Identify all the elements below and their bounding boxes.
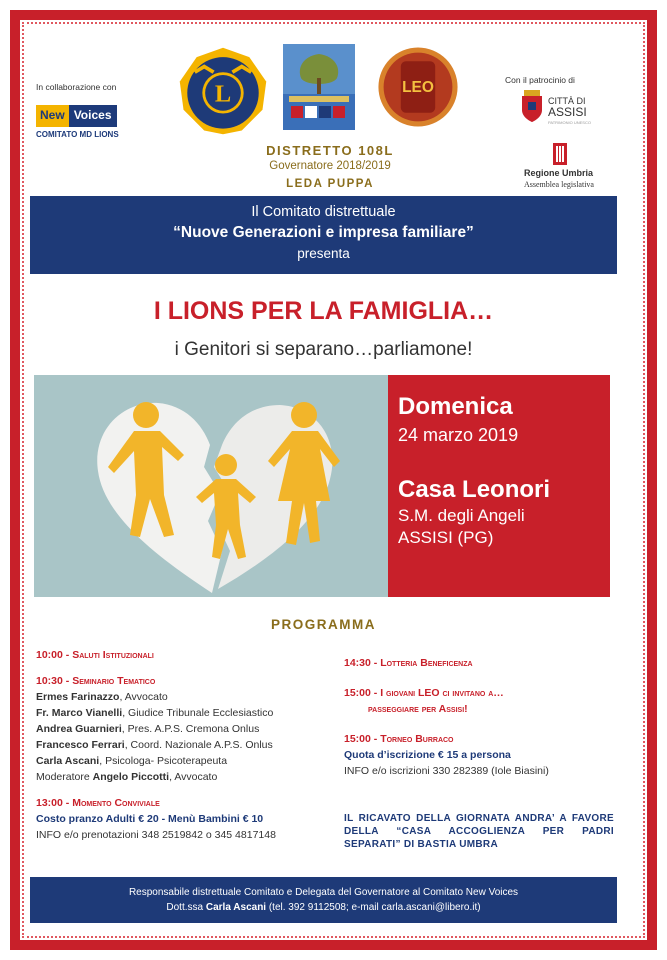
schedule-item-seminario: 10:30 - Seminario Tematico bbox=[36, 675, 156, 687]
leda-puppa-label: LEDA PUPPA bbox=[286, 178, 374, 190]
family-heart-photo bbox=[34, 375, 388, 597]
speaker-role: , Pres. A.P.S. Cremona Onlus bbox=[121, 723, 260, 735]
s2-label: Seminario Tematico bbox=[72, 675, 156, 687]
quota-iscrizione: Quota d’iscrizione € 15 a persona bbox=[344, 749, 511, 761]
nv-new-text: New bbox=[36, 105, 69, 127]
speaker-row bbox=[36, 705, 336, 721]
patrocinio-label: Con il patrocinio di bbox=[505, 75, 575, 85]
leo-club-logo bbox=[375, 44, 461, 130]
banner-line3: presenta bbox=[297, 246, 350, 261]
schedule-item-burraco: 15:00 - Torneo Burraco bbox=[344, 733, 454, 745]
event-info-panel bbox=[388, 375, 610, 597]
moderatore-name: Angelo Piccotti bbox=[92, 771, 170, 783]
moderatore-row bbox=[36, 769, 336, 785]
umbria-sub: Assemblea legislativa bbox=[524, 180, 594, 189]
moderatore-label: Moderatore bbox=[36, 771, 93, 783]
speaker-role: , Giudice Tribunale Ecclesiastico bbox=[122, 707, 274, 719]
footer-name: Carla Ascani bbox=[205, 902, 267, 913]
speaker-row bbox=[36, 753, 336, 769]
event-day: Domenica bbox=[398, 393, 513, 420]
lions-letter: L bbox=[214, 80, 232, 108]
programma-title: PROGRAMMA bbox=[271, 617, 376, 632]
s1-label: Saluti Istituzionali bbox=[72, 649, 154, 661]
footer-line2 bbox=[30, 900, 617, 915]
nv-voices-text: Voices bbox=[69, 105, 117, 127]
footer-line1: Responsabile distrettuale Comitato e Delegata del Governatore al Comitato New Voices bbox=[128, 887, 519, 898]
s5-label: I giovani LEO ci invitano a… bbox=[380, 687, 504, 699]
district-crest-logo bbox=[283, 44, 355, 130]
moderatore-role: , Avvocato bbox=[169, 771, 218, 783]
leo-text: LEO bbox=[402, 79, 434, 97]
distretto-label: DISTRETTO 108L bbox=[266, 143, 394, 158]
assisi-crest-icon bbox=[520, 90, 544, 124]
s4-label: Lotteria Beneficenza bbox=[380, 657, 473, 669]
speaker-name: Andrea Guarnieri bbox=[36, 723, 122, 735]
speaker-name: Francesco Ferrari bbox=[36, 739, 125, 751]
ricavato-note: IL RICAVATO DELLA GIORNATA ANDRA’ A FAVORE DELLA “CASA ACCOGLIENZA PER PADRI SEPARATI” DI BASTIA UMBRA bbox=[344, 813, 614, 850]
governatore-label: Governatore 2018/2019 bbox=[269, 160, 391, 172]
event-place2: ASSISI (PG) bbox=[398, 528, 494, 547]
costo-pranzo: Costo pranzo Adulti € 20 - Menù Bambini € 10 bbox=[36, 813, 264, 825]
lions-international-logo bbox=[176, 44, 270, 138]
event-venue: Casa Leonori bbox=[398, 476, 551, 503]
torn-heart-illustration bbox=[34, 375, 388, 597]
event-date: 24 marzo 2019 bbox=[398, 425, 519, 445]
s6-time: 15:00 bbox=[344, 733, 371, 745]
footer-contacts: (tel. 392 9112508; e-mail carla.ascani@libero.it) bbox=[266, 902, 481, 913]
speaker-role: , Avvocato bbox=[119, 691, 168, 703]
speaker-row bbox=[36, 689, 336, 705]
umbria-emblem-icon bbox=[553, 143, 567, 165]
schedule-right bbox=[344, 655, 614, 779]
s2-time: 10:30 bbox=[36, 675, 63, 687]
s1-time: 10:00 bbox=[36, 649, 63, 661]
umbria-name: Regione Umbria bbox=[524, 168, 594, 178]
schedule-item-conviviale: 13:00 - Momento Conviviale bbox=[36, 797, 160, 809]
committee-banner bbox=[30, 196, 617, 274]
s6-label: Torneo Burraco bbox=[380, 733, 454, 745]
speaker-name: Fr. Marco Vianelli bbox=[36, 707, 123, 719]
info-prenotazioni: INFO e/o prenotazioni 348 2519842 o 345 4817148 bbox=[36, 829, 276, 841]
s3-label: Momento Conviviale bbox=[72, 797, 160, 809]
s4-time: 14:30 bbox=[344, 657, 371, 669]
schedule-item-lotteria: 14:30 - Lotteria Beneficenza bbox=[344, 657, 473, 669]
info-iscrizioni: INFO e/o iscrizioni 330 282389 (Iole Biasini) bbox=[344, 765, 549, 777]
banner-line2: “Nuove Generazioni e impresa familiare” bbox=[173, 224, 474, 241]
contact-footer bbox=[30, 877, 617, 923]
speaker-row bbox=[36, 737, 336, 753]
schedule-item-leo: 15:00 - I giovani LEO ci invitano a… bbox=[344, 687, 504, 699]
speaker-role: , Psicologa- Psicoterapeuta bbox=[99, 755, 228, 767]
nv-comitato-label: COMITATO MD LIONS bbox=[36, 130, 119, 139]
speaker-name: Carla Ascani bbox=[36, 755, 100, 767]
speaker-row bbox=[36, 721, 336, 737]
assisi-line2: ASSISI bbox=[548, 105, 587, 119]
footer-prefix: Dott.ssa bbox=[166, 902, 206, 913]
subtitle: i Genitori si separano…parliamone! bbox=[174, 339, 473, 360]
s5-time: 15:00 bbox=[344, 687, 371, 699]
speaker-name: Ermes Farinazzo bbox=[36, 691, 120, 703]
assisi-name bbox=[548, 96, 587, 118]
s5-label2: passeggiare per Assisi! bbox=[368, 703, 468, 715]
schedule-item-saluti: 10:00 - Saluti Istituzionali bbox=[36, 649, 154, 661]
event-place1: S.M. degli Angeli bbox=[398, 506, 525, 525]
schedule-left bbox=[36, 647, 336, 843]
new-voices-logo bbox=[36, 105, 117, 127]
main-title: I LIONS PER LA FAMIGLIA… bbox=[153, 297, 494, 325]
assisi-small-text: PATRIMONIO UNESCO bbox=[548, 120, 591, 125]
s3-time: 13:00 bbox=[36, 797, 63, 809]
banner-line1: Il Comitato distrettuale bbox=[251, 204, 396, 220]
speaker-role: , Coord. Nazionale A.P.S. Onlus bbox=[124, 739, 273, 751]
collab-label: In collaborazione con bbox=[36, 82, 117, 92]
assisi-line1: CITTÀ DI bbox=[548, 96, 586, 106]
